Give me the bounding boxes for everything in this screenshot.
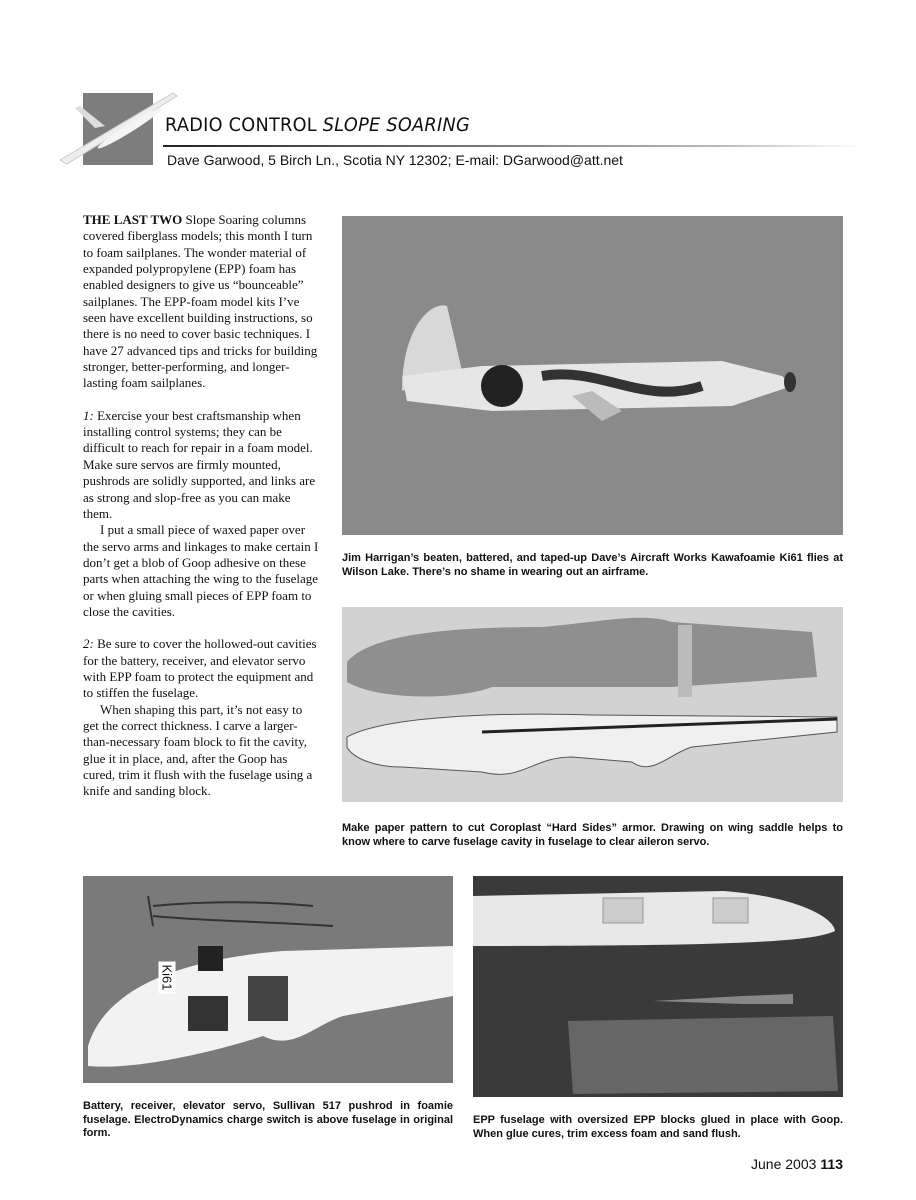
photo-paper-pattern [342,607,843,802]
photo-fuselage-internals [83,876,453,1083]
tip-text: Exercise your best craftsmanship when installing control systems; they can be difficult to reach for repair in a foam model. Make sure servos are firmly mounted, pushrods are solidly supported, and links are as strong and slop-free as you can make them. [83,407,316,521]
caption-photo-2: Make paper pattern to cut Coroplast “Hard Sides” armor. Drawing on wing saddle helps to know where to carve fuselage cavity in fuselage to clear aileron servo. [342,822,843,848]
photo-ki61-in-flight [342,216,843,535]
sailplane-logo-icon [55,88,180,168]
fuselage-marking: Ki61 [159,961,176,993]
page-footer [751,1156,843,1172]
article-body [83,212,321,800]
tip-text: Be sure to cover the hollowed-out cavities for the battery, receiver, and elevator servo with EPP foam to protect the equipment and to stiffen the fuselage. [83,636,317,701]
caption-photo-1: Jim Harrigan’s beaten, battered, and taped-up Dave’s Aircraft Works Kawafoamie Ki61 flies at Wilson Lake. There’s no shame in wearing out an airframe. [342,552,843,578]
tip-2-continued: When shaping this part, it’s not easy to get the correct thickness. I carve a larger-than-necessary foam block to fit the cavity, glue it in place, and, after the Goop has cured, trim it flush with the fuselage using a knife and sanding block. [83,701,313,799]
page-number: 113 [820,1156,843,1172]
photo-epp-blocks [473,876,843,1097]
tip-1-continued: I put a small piece of waxed paper over the servo arms and linkages to make certain I don’t get a blob of Goop adhesive on these parts when attaching the wing to the fuselage or when gluing small pieces of EPP foam to close the cavities. [83,522,319,619]
tip-number: 1: [83,407,94,423]
caption-photo-3: Battery, receiver, elevator servo, Sullivan 517 pushrod in foamie fuselage. ElectroDynamics charge switch is above fuselage in original form. [83,1100,453,1139]
column-title: RADIO CONTROL SLOPE SOARING [165,114,470,136]
lead-in: THE LAST TWO [83,212,183,227]
tip-1 [83,408,321,522]
header-rule [163,145,863,147]
tip-number: 2: [83,636,94,652]
tip-2 [83,636,321,701]
caption-photo-4: EPP fuselage with oversized EPP blocks glued in place with Goop. When glue cures, trim excess foam and sand flush. [473,1114,843,1140]
intro-paragraph [83,212,321,392]
author-byline: Dave Garwood, 5 Birch Ln., Scotia NY 12302; E-mail: DGarwood@att.net [167,152,623,168]
intro-text: Slope Soaring columns covered fiberglass models; this month I turn to foam sailplanes. The wonder material of expanded polypropylene (EPP) foam has enabled designers to give us “bounceable” sailplanes. The EPP-foam model kits I’ve seen have excellent building instructions, so there is no need to cover basic techniques. I have 27 advanced tips and tricks for building stronger, better-performing, and longer-lasting foam sailplanes. [83,212,318,391]
issue-date: June 2003 [751,1156,817,1172]
